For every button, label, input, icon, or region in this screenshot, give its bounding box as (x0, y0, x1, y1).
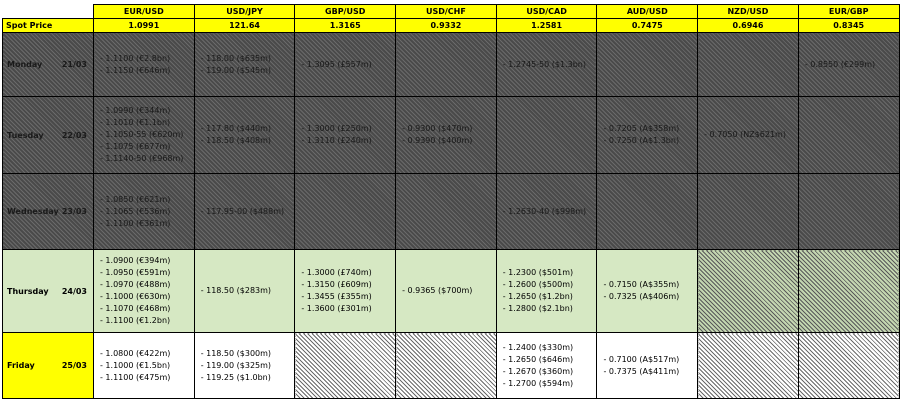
expiry-cell (597, 33, 698, 97)
header-corner (3, 5, 94, 19)
expiry-cell (194, 174, 295, 250)
expiry-entry: - 0.9390 ($400m) (402, 136, 473, 145)
expiry-entry: - 1.1100 (€475m) (100, 372, 171, 382)
fx-expiries-table (2, 4, 900, 399)
spot-price-value: 1.3165 (295, 19, 396, 33)
expiry-cell (698, 174, 799, 250)
expiry-entry: - 1.2800 ($2.1bn) (502, 304, 573, 313)
expiry-entry: - 1.1065 (€536m) (100, 206, 171, 216)
spot-price-value: 0.7475 (597, 19, 698, 33)
expiry-cell (597, 174, 698, 250)
expiry-entry: - 0.9300 ($470m) (402, 124, 473, 133)
expiry-cell (295, 333, 396, 399)
day-row (3, 33, 900, 97)
expiry-entry: - 1.0990 (€344m) (100, 106, 171, 115)
expiry-entry: - 1.3455 (£355m) (301, 292, 372, 301)
expiry-entry: - 0.8550 (€299m) (804, 59, 876, 69)
expiry-entry: - 1.0950 (€591m) (100, 268, 171, 277)
expiry-entry: - 1.2650 ($646m) (502, 354, 574, 364)
expiry-cell (698, 33, 799, 97)
expiry-cell (396, 97, 497, 174)
expiry-entry: - 119.25 ($1.0bn) (200, 372, 271, 382)
spot-price-value: 1.2581 (496, 19, 597, 33)
expiry-cell (798, 333, 899, 399)
expiry-cell (496, 97, 597, 174)
expiry-cell (194, 33, 295, 97)
expiry-entry: - 118.50 ($300m) (200, 348, 272, 358)
spot-price-value: 0.6946 (698, 19, 799, 33)
expiry-cell (295, 250, 396, 333)
expiry-entry: - 1.3000 (£740m) (301, 268, 372, 277)
expiry-entry: - 1.1100 (€361m) (100, 218, 171, 228)
expiry-cell (496, 33, 597, 97)
expiry-cell (798, 174, 899, 250)
expiry-cell (396, 333, 497, 399)
expiry-cell (194, 250, 295, 333)
spot-price-value: 121.64 (194, 19, 295, 33)
expiry-entry: - 119.00 ($325m) (200, 360, 272, 370)
spot-price-value: 0.9332 (396, 19, 497, 33)
day-row (3, 174, 900, 250)
day-row (3, 250, 900, 333)
day-row (3, 97, 900, 174)
header-row (3, 5, 900, 19)
expiry-entry: - 1.1100 (€2.8bn) (100, 53, 171, 63)
day-cell (3, 174, 94, 250)
expiry-cell (194, 97, 295, 174)
expiry-cell (396, 33, 497, 97)
expiry-cell (597, 250, 698, 333)
expiry-entry: - 118.50 ($283m) (200, 286, 272, 295)
day-cell (3, 97, 94, 174)
expiry-entry: - 1.2745-50 ($1.3bn) (502, 59, 586, 69)
expiry-entry: - 1.3000 (£250m) (301, 124, 372, 133)
expiry-entry: - 118.50 ($408m) (200, 136, 272, 145)
expiry-entry: - 1.1000 (€1.5bn) (100, 360, 171, 370)
pair-header: AUD/USD (597, 5, 698, 19)
expiry-cell (496, 333, 597, 399)
expiry-entry: - 1.1000 (€630m) (100, 292, 171, 301)
day-cell (3, 33, 94, 97)
expiry-entry: - 1.2630-40 ($998m) (502, 206, 587, 216)
expiry-cell (94, 33, 195, 97)
spot-price-value: 0.8345 (798, 19, 899, 33)
expiry-cell (295, 33, 396, 97)
expiry-entry: - 1.2650 ($1.2bn) (502, 292, 573, 301)
expiry-entry: - 0.7050 (NZ$621m) (704, 130, 786, 139)
pair-header: EUR/GBP (798, 5, 899, 19)
expiry-entry: - 0.7325 (A$406m) (603, 292, 680, 301)
pair-header: USD/CAD (496, 5, 597, 19)
day-date: 24/03 (61, 286, 87, 296)
expiry-entry: - 1.0850 (€621m) (100, 194, 171, 204)
expiry-entry: - 0.7250 (A$1.3bn) (603, 136, 680, 145)
expiry-cell (295, 97, 396, 174)
expiry-cell (94, 174, 195, 250)
expiry-entry: - 1.1050-55 (€620m) (100, 130, 184, 139)
expiry-cell (496, 250, 597, 333)
expiry-entry: - 1.0900 (€394m) (100, 256, 171, 265)
expiry-entry: - 1.2600 ($500m) (502, 280, 574, 289)
expiry-cell (295, 174, 396, 250)
expiry-cell (698, 333, 799, 399)
pair-header: EUR/USD (94, 5, 195, 19)
day-row (3, 333, 900, 399)
expiry-entry: - 1.2670 ($360m) (502, 366, 574, 376)
expiry-entry: - 0.7100 (A$517m) (603, 354, 680, 364)
expiry-entry: - 1.1150 (€646m) (100, 65, 171, 75)
expiry-entry: - 0.7150 (A$355m) (603, 280, 680, 289)
expiry-entry: - 1.1075 (€677m) (100, 142, 171, 151)
day-date: 22/03 (61, 130, 87, 140)
expiry-entry: - 1.2300 ($501m) (502, 268, 574, 277)
expiry-entry: - 0.7375 (A$411m) (603, 366, 680, 376)
expiry-cell (798, 250, 899, 333)
expiry-cell (94, 250, 195, 333)
expiry-entry: - 118.00 ($635m) (200, 53, 272, 63)
day-date: 25/03 (61, 361, 87, 370)
expiry-cell (798, 33, 899, 97)
spot-price-label: Spot Price (3, 19, 94, 33)
expiry-entry: - 0.9365 ($700m) (402, 286, 473, 295)
pair-header: GBP/USD (295, 5, 396, 19)
expiry-cell (194, 333, 295, 399)
pair-header: USD/CHF (396, 5, 497, 19)
expiry-entry: - 119.00 ($545m) (200, 65, 272, 75)
spot-price-row (3, 19, 900, 33)
day-cell (3, 250, 94, 333)
expiry-entry: - 1.0970 (€488m) (100, 280, 171, 289)
day-name: Tuesday (7, 130, 44, 140)
expiry-cell (798, 97, 899, 174)
pair-header: NZD/USD (698, 5, 799, 19)
expiry-entry: - 0.7205 (A$358m) (603, 124, 680, 133)
day-date: 21/03 (61, 60, 87, 69)
expiry-cell (94, 333, 195, 399)
expiry-entry: - 1.3600 (£301m) (301, 304, 372, 313)
expiry-entry: - 1.1010 (€1.1bn) (100, 118, 171, 127)
expiry-cell (698, 250, 799, 333)
expiry-cell (94, 97, 195, 174)
expiry-entry: - 117.80 ($440m) (200, 124, 272, 133)
day-date: 23/03 (61, 207, 87, 216)
pair-header: USD/JPY (194, 5, 295, 19)
expiry-entry: - 1.0800 (€422m) (100, 348, 171, 358)
expiry-cell (597, 333, 698, 399)
expiry-cell (698, 97, 799, 174)
expiry-entry: - 117.95-00 ($488m) (200, 206, 285, 216)
expiry-entry: - 1.1140-50 (€968m) (100, 154, 184, 163)
expiry-entry: - 1.1100 (€1.2bn) (100, 316, 171, 325)
expiry-entry: - 1.2700 ($594m) (502, 378, 574, 388)
expiry-cell (496, 174, 597, 250)
day-name: Thursday (7, 286, 49, 296)
day-cell (3, 333, 94, 399)
spot-price-value: 1.0991 (94, 19, 195, 33)
expiry-entry: - 1.3095 (£557m) (301, 59, 372, 69)
expiry-cell (396, 250, 497, 333)
day-name: Friday (7, 361, 35, 370)
expiry-entry: - 1.1070 (€468m) (100, 304, 171, 313)
expiry-entry: - 1.3110 (£240m) (301, 136, 372, 145)
expiry-entry: - 1.2400 ($330m) (502, 342, 574, 352)
expiry-entry: - 1.3150 (£609m) (301, 280, 372, 289)
expiry-cell (597, 97, 698, 174)
day-name: Wednesday (7, 207, 59, 216)
expiry-cell (396, 174, 497, 250)
day-name: Monday (7, 60, 43, 69)
